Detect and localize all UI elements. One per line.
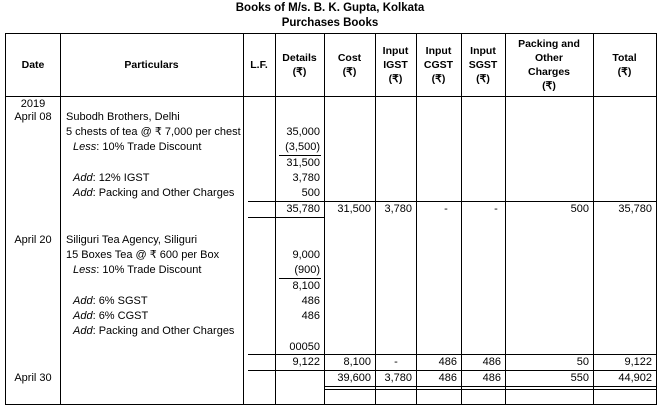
total-cost: 39,600 xyxy=(337,372,371,384)
header-details: Details (₹) xyxy=(282,52,317,78)
details-total: 9,122 xyxy=(292,356,320,368)
supplier-name: Subodh Brothers, Delhi xyxy=(66,111,180,123)
details-value: 486 xyxy=(301,295,320,307)
details-value: (900) xyxy=(294,264,320,276)
totals-rule xyxy=(324,386,656,387)
header-input-cgst: Input CGST (₹) xyxy=(423,45,454,85)
sgst-line: Add: 6% SGST xyxy=(73,295,148,307)
igst-line: Add: 12% IGST xyxy=(73,172,150,184)
packing-value: 500 xyxy=(570,203,589,215)
details-value: 486 xyxy=(301,310,320,322)
book-subtitle: Purchases Books xyxy=(281,17,379,29)
cost-value: 31,500 xyxy=(337,203,371,215)
details-value: (3,500) xyxy=(285,141,320,153)
trade-discount-line: Less: 10% Trade Discount xyxy=(73,141,202,153)
entry-date: April 20 xyxy=(14,234,52,246)
header-cost: Cost (₹) xyxy=(337,52,362,78)
grand-total: 44,902 xyxy=(618,372,652,384)
supplier-name: Siliguri Tea Agency, Siliguri xyxy=(66,234,198,246)
purchase-item: 15 Boxes Tea @ ₹ 600 per Box xyxy=(66,249,220,261)
header-input-igst: Input IGST (₹) xyxy=(382,45,409,85)
details-value: 3,780 xyxy=(292,172,320,184)
packing-line: Add: Packing and Other Charges xyxy=(73,325,235,337)
total-value: 35,780 xyxy=(618,203,652,215)
total-igst: 3,780 xyxy=(384,372,412,384)
details-value: 9,000 xyxy=(292,249,320,261)
details-value: 500 xyxy=(301,187,320,199)
total-cgst: 486 xyxy=(438,372,457,384)
trade-discount-line: Less: 10% Trade Discount xyxy=(73,264,202,276)
details-value: 8,100 xyxy=(292,280,320,292)
details-value: 00050 xyxy=(289,341,320,353)
details-value: 35,000 xyxy=(286,126,320,138)
cgst-value: 486 xyxy=(438,356,457,368)
document-title: Books of M/s. B. K. Gupta, Kolkata xyxy=(235,2,425,14)
packing-value: 50 xyxy=(576,356,589,368)
purchases-book-table xyxy=(5,33,657,405)
sgst-value: - xyxy=(494,203,498,215)
total-sgst: 486 xyxy=(482,372,501,384)
cgst-value: - xyxy=(444,203,448,215)
total-packing: 550 xyxy=(570,372,589,384)
entry-year: 2019 xyxy=(20,98,46,110)
cost-value: 8,100 xyxy=(343,356,371,368)
cgst-line: Add: 6% CGST xyxy=(73,310,149,322)
purchase-item: 5 chests of tea @ ₹ 7,000 per chest xyxy=(66,126,241,138)
entry-total-underline xyxy=(248,217,324,218)
totals-date: April 30 xyxy=(14,372,52,384)
details-value: 31,500 xyxy=(286,157,320,169)
entry-date: April 08 xyxy=(14,111,52,123)
packing-line: Add: Packing and Other Charges xyxy=(73,187,235,199)
totals-double-rule xyxy=(324,389,656,390)
igst-value: 3,780 xyxy=(384,203,412,215)
header-particulars: Particulars xyxy=(124,59,179,71)
details-total: 35,780 xyxy=(286,203,320,215)
total-value: 9,122 xyxy=(624,356,652,368)
header-lf: L.F. xyxy=(250,59,268,71)
header-total: Total (₹) xyxy=(612,52,637,78)
igst-value: - xyxy=(394,356,398,368)
header-packing-charges: Packing and Other Charges (₹) xyxy=(518,38,580,92)
header-input-sgst: Input SGST (₹) xyxy=(468,45,498,85)
sgst-value: 486 xyxy=(482,356,501,368)
header-divider xyxy=(6,96,656,97)
header-date: Date xyxy=(21,59,45,71)
